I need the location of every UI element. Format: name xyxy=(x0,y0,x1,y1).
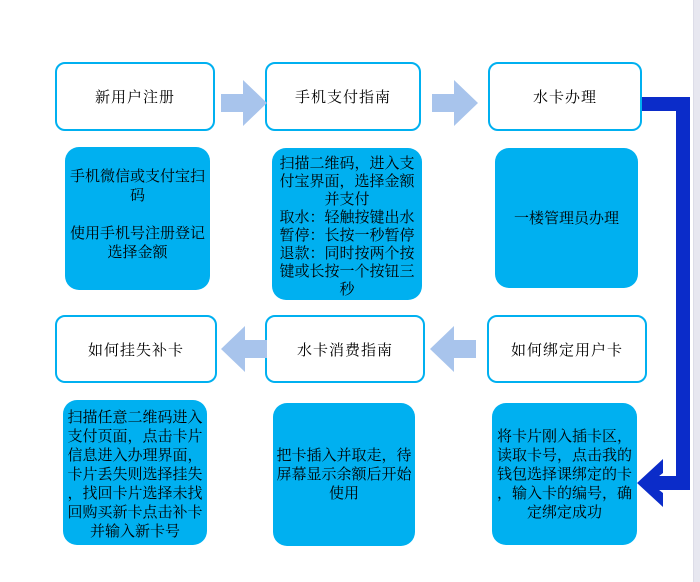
node-title: 新用户注册 xyxy=(94,89,175,106)
flow-arrow-right-icon xyxy=(432,78,478,128)
detail-new-user-register: 手机微信或支付宝扫 码 使用手机号注册登记 选择金额 xyxy=(65,147,210,290)
node-title: 如何绑定用户卡 xyxy=(510,341,623,359)
node-report-loss-replace xyxy=(55,315,217,383)
node-title: 如何挂失补卡 xyxy=(87,341,184,359)
node-title: 手机支付指南 xyxy=(294,89,391,106)
flow-arrow-right-icon xyxy=(221,78,267,128)
flow-arrow-left-icon xyxy=(221,324,267,374)
detail-bind-user-card: 将卡片刚入插卡区， 读取卡号，点击我的 钱包选择课绑定的卡 ，输入卡的编号，确 定绑定成功 xyxy=(492,403,637,545)
node-water-card-apply xyxy=(488,62,642,131)
node-title: 水卡办理 xyxy=(532,89,597,106)
node-title: 水卡消费指南 xyxy=(296,341,393,359)
scrollbar-track[interactable] xyxy=(693,0,700,582)
detail-report-loss-replace: 扫描任意二维码进入 支付页面，点击卡片 信息进入办理界面， 卡片丢失则选择挂失 ，找回卡片选择未找 回购买新卡点击补卡 并输入新卡号 xyxy=(63,400,207,545)
detail-mobile-pay-guide: 扫描二维码，进入支 付宝界面，选择金额 并支付 取水：轻触按键出水 暂停：长按一秒暂停 退款：同时按两个按 键或长按一个按钮三 秒 xyxy=(272,148,422,300)
detail-consume-guide: 把卡插入并取走，待 屏幕显示余额后开始 使用 xyxy=(273,403,415,546)
node-new-user-register xyxy=(55,62,215,131)
detail-water-card-apply: 一楼管理员办理 xyxy=(495,148,638,288)
node-mobile-pay-guide xyxy=(265,62,421,131)
connector-arrow-left-icon xyxy=(637,458,690,508)
node-bind-user-card xyxy=(487,315,647,383)
node-consume-guide xyxy=(265,315,425,383)
flow-arrow-left-icon xyxy=(430,324,476,374)
connector-vertical-segment xyxy=(676,97,690,490)
